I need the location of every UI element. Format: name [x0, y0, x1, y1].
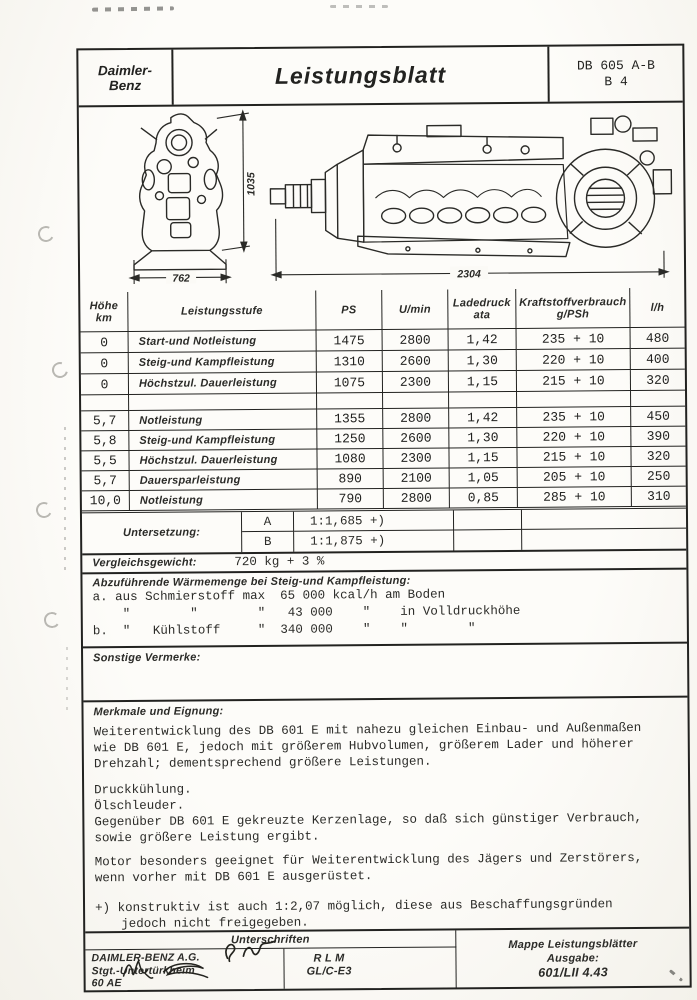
untersetzung-empty	[522, 529, 686, 550]
engine-drawings-section	[79, 103, 684, 293]
spacer-cell	[317, 393, 383, 410]
cell-stufe: Dauersparleistung	[130, 470, 318, 491]
engine-front-outline	[133, 114, 226, 270]
col-header-hoehe: Höhe km	[80, 292, 128, 332]
cell-ps: 1075	[317, 372, 383, 394]
cell-verbrauch: 285 + 10	[518, 487, 632, 508]
signature-mark	[159, 960, 211, 980]
untersetzung-empty	[522, 509, 686, 530]
cell-hoehe: 5,8	[81, 431, 129, 451]
cell-hoehe: 5,7	[82, 471, 130, 491]
front-dimension-lines	[129, 111, 250, 284]
cell-verbrauch: 205 + 10	[518, 467, 632, 488]
cell-verbrauch: 235 + 10	[517, 328, 631, 350]
cell-ps: 1310	[317, 351, 383, 373]
cell-lh: 320	[631, 370, 685, 391]
merkmale-paragraph: Ölschleuder.	[94, 798, 185, 814]
cell-umin: 2600	[383, 428, 449, 449]
brand-box	[78, 50, 173, 106]
cell-ps: 1080	[317, 449, 383, 470]
spacer-cell	[383, 392, 449, 409]
untersetzung-value-b: 1:1,875 +)	[294, 530, 454, 551]
col-header-ps: PS	[316, 290, 382, 331]
spacer-cell	[129, 394, 317, 411]
cell-hoehe: 0	[81, 374, 129, 395]
cell-umin: 2300	[383, 448, 449, 469]
front-width-dimension: 762	[172, 272, 190, 285]
cell-ps: 790	[318, 489, 384, 510]
untersetzung-empty	[454, 530, 522, 551]
cell-ata: 1,30	[449, 350, 517, 372]
cell-hoehe: 5,7	[81, 411, 129, 431]
company-dept: 60 AE	[91, 977, 122, 990]
mappe-box	[456, 929, 689, 988]
cell-verbrauch: 215 + 10	[517, 370, 631, 392]
spacer-cell	[81, 395, 129, 411]
engine-front-view-drawing	[121, 109, 262, 290]
footnote-line1: +) konstruktiv ist auch 1:2,07 möglich, diese aus Beschaffungsgründen	[95, 897, 613, 916]
untersetzung-section	[82, 509, 686, 554]
engine-side-view-drawing	[267, 106, 676, 289]
mappe-title: Mappe Leistungsblätter	[508, 937, 638, 951]
cell-verbrauch: 220 + 10	[517, 349, 631, 371]
waermemenge-line-a2: " " " 43 000 " in Volldruckhöhe	[92, 603, 521, 622]
cell-lh: 450	[631, 407, 685, 427]
side-length-dimension: 2304	[457, 268, 481, 281]
spacer-cell	[517, 391, 631, 408]
cell-ata: 1,30	[449, 428, 517, 449]
waermemenge-section	[82, 568, 687, 647]
cell-ata: 1,42	[449, 408, 517, 429]
col-header-kraftstoffverbrauch: Kraftstoffverbrauch g/PSh	[516, 288, 630, 329]
cell-ata: 1,15	[449, 371, 517, 393]
cell-stufe: Höchstzul. Dauerleistung	[129, 450, 317, 471]
front-height-dimension: 1035	[245, 172, 258, 196]
company-city: Stgt.-Untertürkheim	[91, 963, 195, 977]
cell-ps: 1355	[317, 409, 383, 430]
punch-hole	[49, 359, 71, 381]
cell-verbrauch: 215 + 10	[517, 447, 631, 468]
sonstige-vermerke-title: Sonstige Vermerke:	[93, 651, 201, 665]
merkmale-paragraph: Motor besonders geeignet für Weiterentwicklung des Jägers und Zerstörers, wenn vorher mit DB 601 E ausgerüstet.	[94, 850, 643, 886]
cell-umin: 2800	[384, 488, 450, 509]
punch-hole	[34, 500, 54, 520]
engine-side-outline	[270, 116, 672, 259]
untersetzung-key-b: B	[242, 532, 294, 552]
cell-verbrauch: 235 + 10	[517, 407, 631, 428]
untersetzung-value-a: 1:1,685 +)	[294, 510, 454, 531]
cell-hoehe: 0	[81, 353, 129, 374]
spacer-cell	[631, 391, 685, 407]
cell-stufe: Notleistung	[129, 410, 317, 431]
cell-stufe: Höchstzul. Dauerleistung	[129, 373, 317, 395]
waermemenge-title: Abzuführende Wärmemenge bei Steig-und Kampfleistung:	[92, 574, 411, 590]
scan-artifact	[330, 5, 388, 8]
brand-line1: Daimler-	[97, 62, 153, 78]
cell-umin: 2100	[384, 468, 450, 489]
cell-ata: 1,15	[449, 448, 517, 469]
merkmale-section	[83, 696, 689, 932]
waermemenge-line-b: b. " Kühlstoff " 340 000 " " "	[92, 621, 476, 639]
col-header-leistungsstufe: Leistungsstufe	[128, 291, 316, 332]
doc-number: DB 605 A-B	[576, 57, 656, 73]
cell-ps: 1475	[317, 330, 383, 352]
cell-lh: 320	[631, 447, 685, 467]
cell-ps: 890	[318, 469, 384, 490]
mappe-ausgabe-value: 601/LII 4.43	[538, 964, 608, 980]
document-header	[78, 46, 682, 108]
rlm-name: R L M	[313, 952, 345, 965]
brand-line2: Benz	[108, 77, 142, 93]
cell-ata: 1,05	[450, 468, 518, 489]
cell-umin: 2800	[383, 408, 449, 429]
cell-lh: 310	[632, 487, 686, 507]
cell-lh: 250	[632, 467, 686, 487]
doc-number-box	[549, 46, 682, 102]
rlm-dept: GL/C-E3	[306, 965, 352, 978]
punch-hole	[43, 611, 61, 629]
cell-umin: 2800	[383, 329, 449, 351]
untersetzung-key-a: A	[242, 512, 294, 532]
unterschriften-band: Unterschriften	[85, 930, 456, 950]
cell-ata: 1,42	[449, 329, 517, 351]
cell-stufe: Steig-und Kampfleistung	[129, 352, 317, 374]
cell-stufe: Start-und Notleistung	[129, 331, 317, 353]
scan-artifact	[66, 640, 68, 710]
cell-stufe: Notleistung	[130, 490, 318, 511]
cell-lh: 400	[631, 349, 685, 370]
company-name: DAIMLER-BENZ A.G.	[91, 951, 200, 965]
signature-mark	[221, 938, 279, 966]
merkmale-paragraph: Gegenüber DB 601 E gekreuzte Kerzenlage, so daß sich günstiger Verbrauch, sowie größere Leistung ergibt.	[94, 810, 643, 846]
cell-hoehe: 0	[81, 332, 129, 353]
punch-hole	[36, 224, 56, 244]
cell-umin: 2600	[383, 350, 449, 372]
signatures-footer	[85, 927, 689, 991]
cell-ata: 0,85	[450, 488, 518, 509]
doc-code: B 4	[604, 73, 628, 89]
merkmale-paragraph: Weiterentwicklung des DB 601 E mit nahezu gleichen Einbau- und Außenmaßen wie DB 601 E, jedoch mit größerem Hubvolumen, größerem Lader und höherer Drehzahl; dementsprechend größere Leistungen.	[93, 720, 642, 772]
scan-artifact	[92, 6, 174, 11]
scan-artifact	[64, 420, 66, 570]
untersetzung-empty	[454, 510, 522, 531]
spacer-cell	[449, 392, 517, 409]
col-header-ladedruck: Ladedruck ata	[448, 289, 516, 330]
vergleichsgewicht-value: 720 kg + 3 %	[234, 554, 325, 570]
cell-verbrauch: 220 + 10	[517, 427, 631, 448]
cell-hoehe: 10,0	[82, 491, 130, 511]
cell-lh: 390	[631, 427, 685, 447]
cell-ps: 1250	[317, 429, 383, 450]
mappe-ausgabe-label: Ausgabe:	[546, 951, 600, 965]
performance-table	[80, 288, 686, 514]
cell-hoehe: 5,5	[81, 451, 129, 471]
untersetzung-label: Untersetzung:	[82, 512, 242, 553]
footnote-line2: jedoch nicht freigegeben.	[121, 915, 309, 932]
col-header-lh: l/h	[630, 288, 684, 328]
merkmale-title: Merkmale und Eignung:	[93, 705, 224, 719]
waermemenge-line-a: a. aus Schmierstoff max 65 000 kcal/h am Boden	[92, 587, 446, 605]
vergleichsgewicht-label: Vergleichsgewicht:	[92, 556, 197, 570]
leistungsblatt-document	[76, 44, 691, 993]
cell-stufe: Steig-und Kampfleistung	[129, 430, 317, 451]
sonstige-vermerke-section	[83, 642, 687, 701]
cell-umin: 2300	[383, 371, 449, 393]
col-header-umin: U/min	[382, 289, 448, 330]
page-title: Leistungsblatt	[173, 47, 549, 105]
signature-mark	[121, 958, 153, 982]
rlm-box	[284, 947, 456, 988]
cell-lh: 480	[631, 328, 685, 349]
merkmale-paragraph: Druckkühlung.	[94, 782, 192, 798]
